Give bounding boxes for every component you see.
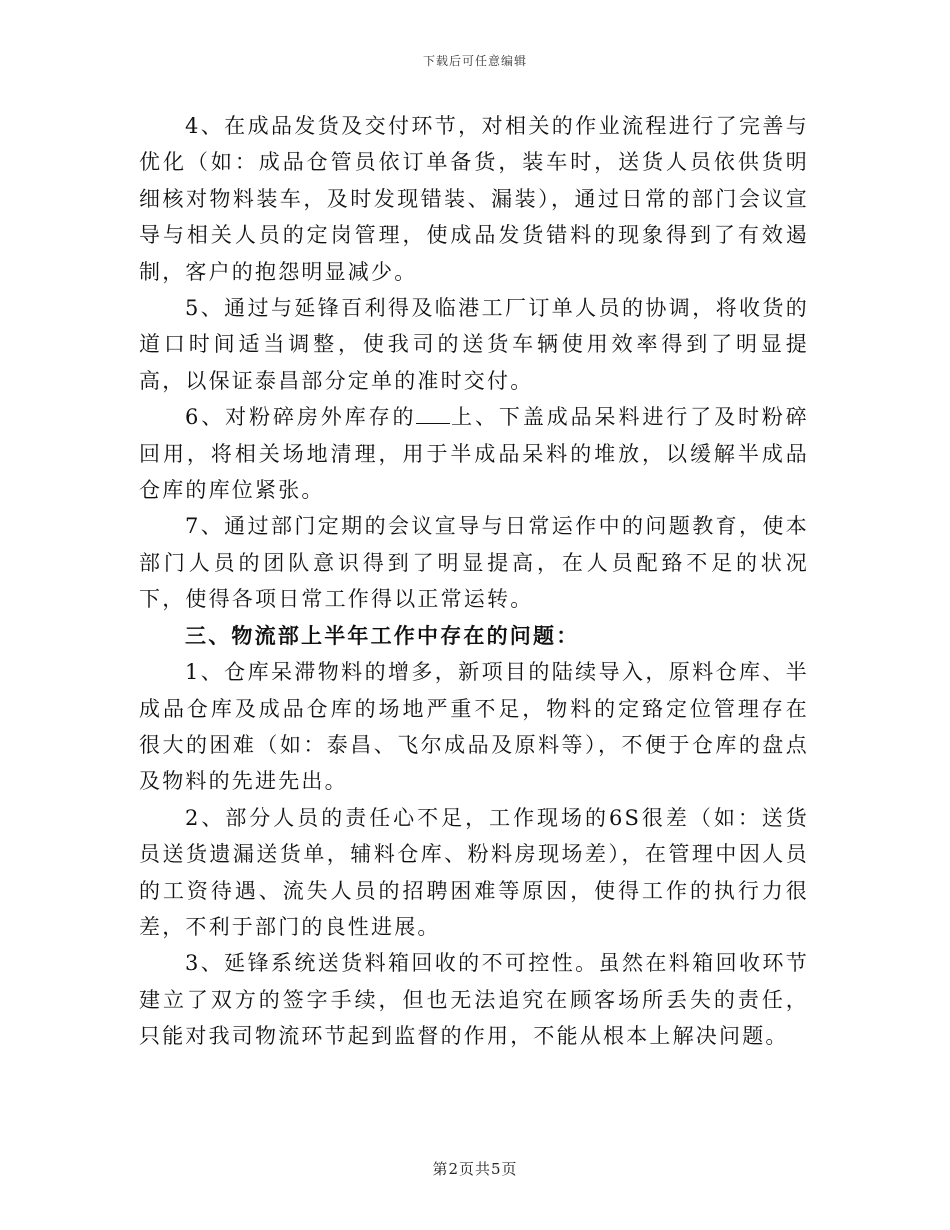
document-body: [139, 108, 809, 1055]
fill-in-blank: [416, 405, 450, 424]
paragraph-5: 5、通过与延锋百利得及临港工厂订单人员的协调，将收货的道口时间适当调整，使我司的送货车辆使用效率得到了明显提高，以保证泰昌部分定单的准时交付。: [139, 296, 809, 393]
paragraph-6: [139, 399, 809, 508]
issue-1: 1、仓库呆滞物料的增多，新项目的陆续导入，原料仓库、半成品仓库及成品仓库的场地严重不足，物料的定臵定位管理存在很大的困难（如：泰昌、飞尔成品及原料等），不便于仓库的盘点及物料的先进先出。: [139, 660, 809, 794]
page-footer: 第2页共5页: [432, 1160, 518, 1178]
paragraph-6-after-blank: 上、下盖成品呆料进行了及时粉碎回用，将相关场地清理，用于半成品呆料的堆放，以缓解半成品仓库的库位紧张。: [139, 405, 809, 503]
paragraph-4: 4、在成品发货及交付环节，对相关的作业流程进行了完善与优化（如：成品仓管员依订单备货，装车时，送货人员依供货明细核对物料装车，及时发现错装、漏装），通过日常的部门会议宣导与相关人员的定岗管理，使成品发货错料的现象得到了有效遏制，客户的抱怨明显减少。: [139, 114, 809, 284]
paragraph-6-before-blank: 6、对粉碎房外库存的: [185, 405, 417, 430]
section-heading: 三、物流部上半年工作中存在的问题：: [185, 622, 580, 648]
header-note: 下载后可任意编辑: [422, 54, 527, 68]
issue-3: 3、延锋系统送货料箱回收的不可控性。虽然在料箱回收环节建立了双方的签字手续，但也无法追究在顾客场所丢失的责任，只能对我司物流环节起到监督的作用，不能从根本上解决问题。: [139, 951, 809, 1049]
issue-2: 2、部分人员的责任心不足，工作现场的6S很差（如：送货员送货遗漏送货单，辅料仓库、粉料房现场差），在管理中因人员的工资待遇、流失人员的招聘困难等原因，使得工作的执行力很差，不利于部门的良性进展。: [139, 805, 809, 939]
paragraph-7: 7、通过部门定期的会议宣导与日常运作中的问题教育，使本部门人员的团队意识得到了明显提高，在人员配臵不足的状况下，使得各项日常工作得以正常运转。: [139, 514, 809, 612]
